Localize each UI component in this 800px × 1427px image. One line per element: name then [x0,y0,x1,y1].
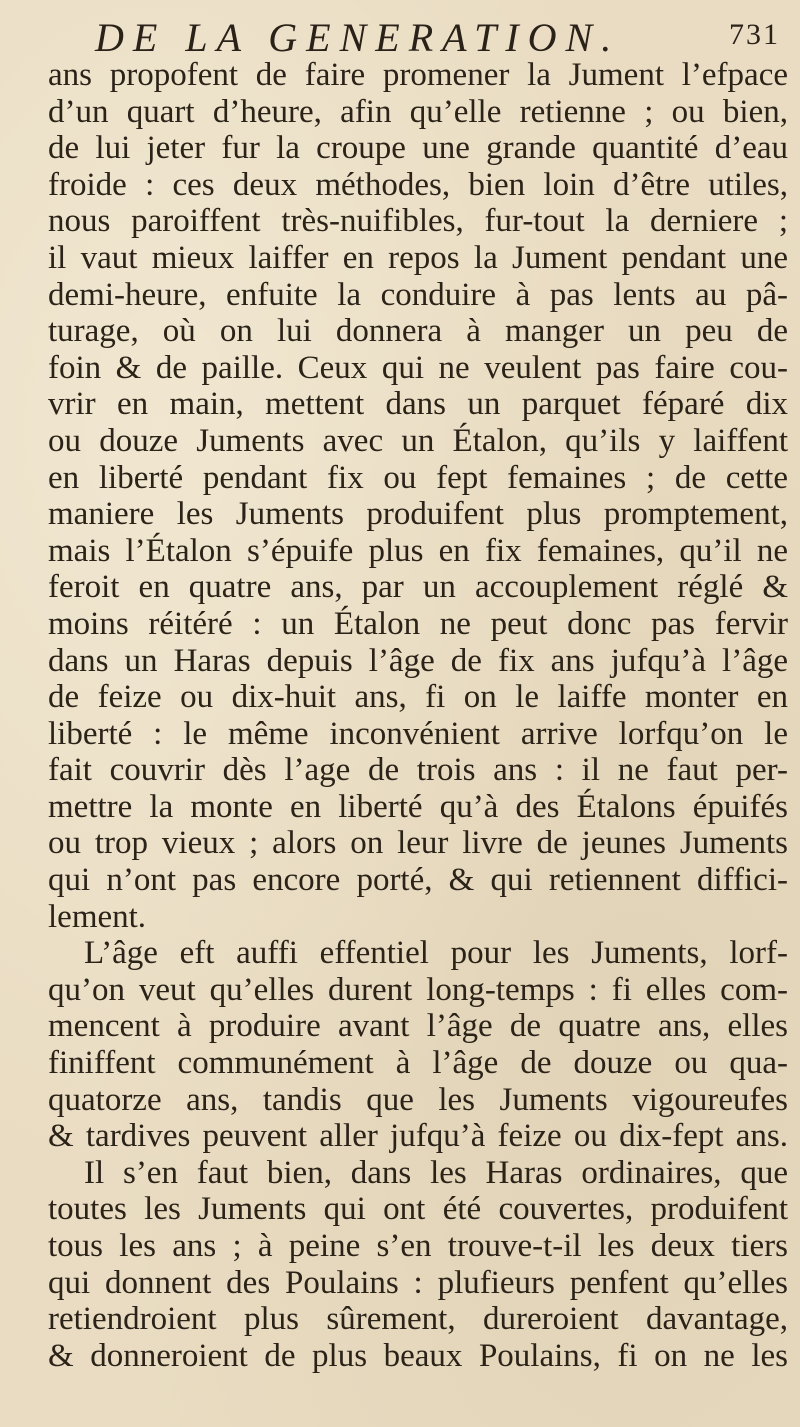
text-line: qui n’ont pas encore porté, & qui retiennent diffici- [48,862,788,899]
text-line: mencent à produire avant l’âge de quatre ans, elles [48,1008,788,1045]
text-line: tous les ans ; à peine s’en trouve-t-il les deux tiers [48,1228,788,1264]
text-line: vrir en main, mettent dans un parquet féparé dix [48,386,788,423]
text-line: lement. [48,898,147,935]
text-line: de feize ou dix-huit ans, fi on le laiffe monter en [48,679,788,716]
text-line: qui donnent des Poulains : plufieurs penfent qu’elles [48,1264,788,1301]
text-line: toutes les Juments qui ont été couvertes, produifent [48,1191,788,1228]
running-head [0,10,800,60]
text-line: demi-heure, enfuite la conduire à pas lents au pâ- [48,276,788,313]
body-text [48,57,788,1374]
text-line: fait couvrir dès l’age de trois ans : il ne faut per- [48,752,788,789]
text-line: feroit en quatre ans, par un accouplement réglé & [48,569,788,606]
text-line: L’âge eft auffi effentiel pour les Juments, lorf- [84,935,788,972]
running-title: DE LA GENERATION. [95,15,621,60]
text-line: qu’on veut qu’elles durent long-temps : fi elles com- [48,971,788,1008]
text-line: ou trop vieux ; alors on leur livre de jeunes Juments [48,825,788,862]
text-line: d’un quart d’heure, afin qu’elle retienne ; ou bien, [48,93,788,130]
text-line: dans un Haras depuis l’âge de fix ans jufqu’à l’âge [48,642,788,679]
text-line: en liberté pendant fix ou fept femaines ; de cette [48,459,788,496]
text-line: quatorze ans, tandis que les Juments vigoureufes [48,1081,788,1118]
text-line: il vaut mieux laiffer en repos la Jument pendant une [48,239,788,276]
text-line: mais l’Étalon s’épuife plus en fix femaines, qu’il ne [48,532,788,569]
text-line: maniere les Juments produifent plus promptement, [48,496,788,533]
text-line: froide : ces deux méthodes, bien loin d’être utiles, [48,166,788,203]
text-line: Il s’en faut bien, dans les Haras ordinaires, que [84,1154,788,1191]
text-line: liberté : le même inconvénient arrive lorfqu’on le [48,715,788,752]
text-line: & tardives peuvent aller jufqu’à feize ou dix-fept ans. [48,1118,788,1155]
text-line: turage, où on lui donnera à manger un peu de [48,313,788,350]
text-line: nous paroiffent très-nuifibles, fur-tout la derniere ; [48,203,788,240]
text-line: mettre la monte en liberté qu’à des Étalons épuifés [48,788,788,825]
text-line: foin & de paille. Ceux qui ne veulent pas faire cou- [48,349,788,386]
page-number: 731 [729,18,780,51]
text-line: ou douze Juments avec un Étalon, qu’ils y laiffent [48,422,788,459]
text-line: moins réitéré : un Étalon ne peut donc pas fervir [48,605,788,642]
text-line: retiendroient plus sûrement, dureroient davantage, [48,1301,788,1338]
text-line: ans propofent de faire promener la Jument l’efpace [48,57,788,93]
text-line: & donneroient de plus beaux Poulains, fi on ne les [48,1337,788,1374]
text-line: finiffent communément à l’âge de douze ou qua- [48,1045,788,1082]
text-line: de lui jeter fur la croupe une grande quantité d’eau [48,130,788,167]
